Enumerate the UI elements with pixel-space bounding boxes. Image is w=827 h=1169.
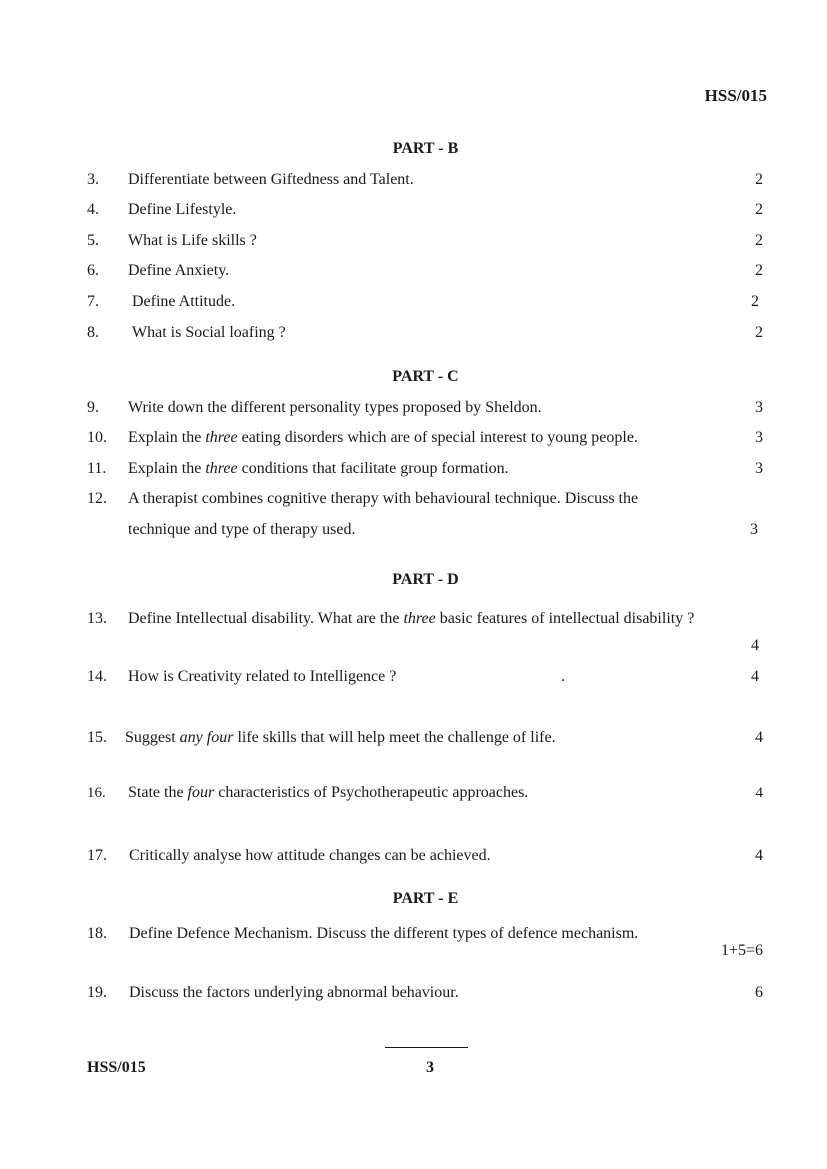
question-number: 8. [87, 324, 99, 341]
header-paper-code: HSS/015 [704, 86, 767, 105]
question-text: Define Anxiety. [128, 262, 230, 279]
emphasis: three [205, 429, 238, 446]
question-marks: 3 [755, 429, 763, 446]
question-text-line-1: A therapist combines cognitive therapy with behavioural technique. Discuss the [128, 490, 639, 507]
question-marks: 2 [755, 171, 763, 188]
question-marks: 4 [755, 785, 763, 801]
question-text: Discuss the factors underlying abnormal behaviour. [129, 984, 459, 1001]
question-text: What is Life skills ? [128, 232, 257, 249]
question-number: 19. [87, 984, 107, 1001]
question-marks: 2 [755, 324, 763, 341]
question-text: Critically analyse how attitude changes can be achieved. [129, 847, 491, 864]
question-number: 3. [87, 171, 99, 188]
emphasis: any four [179, 729, 234, 746]
question-text: Write down the different personality types proposed by Sheldon. [128, 399, 542, 416]
question-text: Define Defence Mechanism. Discuss the different types of defence mechanism. [129, 925, 639, 942]
question-marks: 4 [751, 668, 759, 685]
emphasis: four [187, 784, 215, 801]
page-number: 3 [426, 1059, 434, 1076]
question-marks: 3 [750, 521, 758, 538]
question-number: 15. [87, 729, 107, 746]
question-number: 4. [87, 201, 99, 218]
question-text: Explain the three conditions that facilitate group formation. [128, 460, 509, 477]
question-text: Differentiate between Giftedness and Talent. [128, 171, 414, 188]
emphasis: three [403, 610, 436, 627]
footer-paper-code: HSS/015 [87, 1059, 146, 1076]
question-number: 11. [87, 460, 107, 477]
question-number: 7. [87, 293, 99, 310]
question-marks: 4 [751, 637, 759, 654]
question-number: 18. [87, 925, 107, 942]
question-marks: 6 [755, 984, 763, 1001]
question-number: 14. [87, 668, 107, 685]
question-text: What is Social loafing ? [132, 324, 286, 341]
question-marks: 1+5=6 [720, 942, 763, 959]
question-marks: 3 [755, 460, 763, 477]
question-marks: 3 [755, 399, 763, 416]
question-text: Explain the three eating disorders which are of special interest to young people. [128, 429, 638, 446]
question-text: State the four characteristics of Psychotherapeutic approaches. [128, 784, 529, 801]
question-number: 17. [87, 847, 107, 864]
question-number: 12. [87, 490, 107, 507]
footer-divider [385, 1047, 468, 1048]
part-c-title: PART - C [392, 368, 459, 385]
part-d-title: PART - D [392, 571, 459, 588]
part-b-title: PART - B [392, 140, 459, 157]
question-marks: 2 [755, 232, 763, 249]
question-text-line-2: technique and type of therapy used. [128, 521, 356, 538]
question-number: 9. [87, 399, 99, 416]
emphasis: three [205, 460, 238, 477]
question-marks: 2 [751, 293, 759, 310]
question-number: 13. [87, 610, 107, 627]
question-number: 10. [87, 429, 107, 446]
question-marks: 4 [755, 847, 763, 864]
question-number: 16. [87, 785, 106, 801]
question-number: 6. [87, 262, 99, 279]
question-text: How is Creativity related to Intelligence ? [128, 668, 397, 685]
question-marks: 2 [755, 262, 763, 279]
question-text: Define Intellectual disability. What are the three basic features of intellectual disability ? [128, 610, 695, 627]
part-e-title: PART - E [392, 890, 459, 907]
question-text: Define Attitude. [132, 293, 236, 310]
question-marks: 2 [755, 201, 763, 218]
question-marks: 4 [755, 729, 763, 746]
stray-mark: . [561, 668, 565, 685]
question-number: 5. [87, 232, 99, 249]
question-text: Suggest any four life skills that will help meet the challenge of life. [125, 729, 556, 746]
question-text: Define Lifestyle. [128, 201, 237, 218]
